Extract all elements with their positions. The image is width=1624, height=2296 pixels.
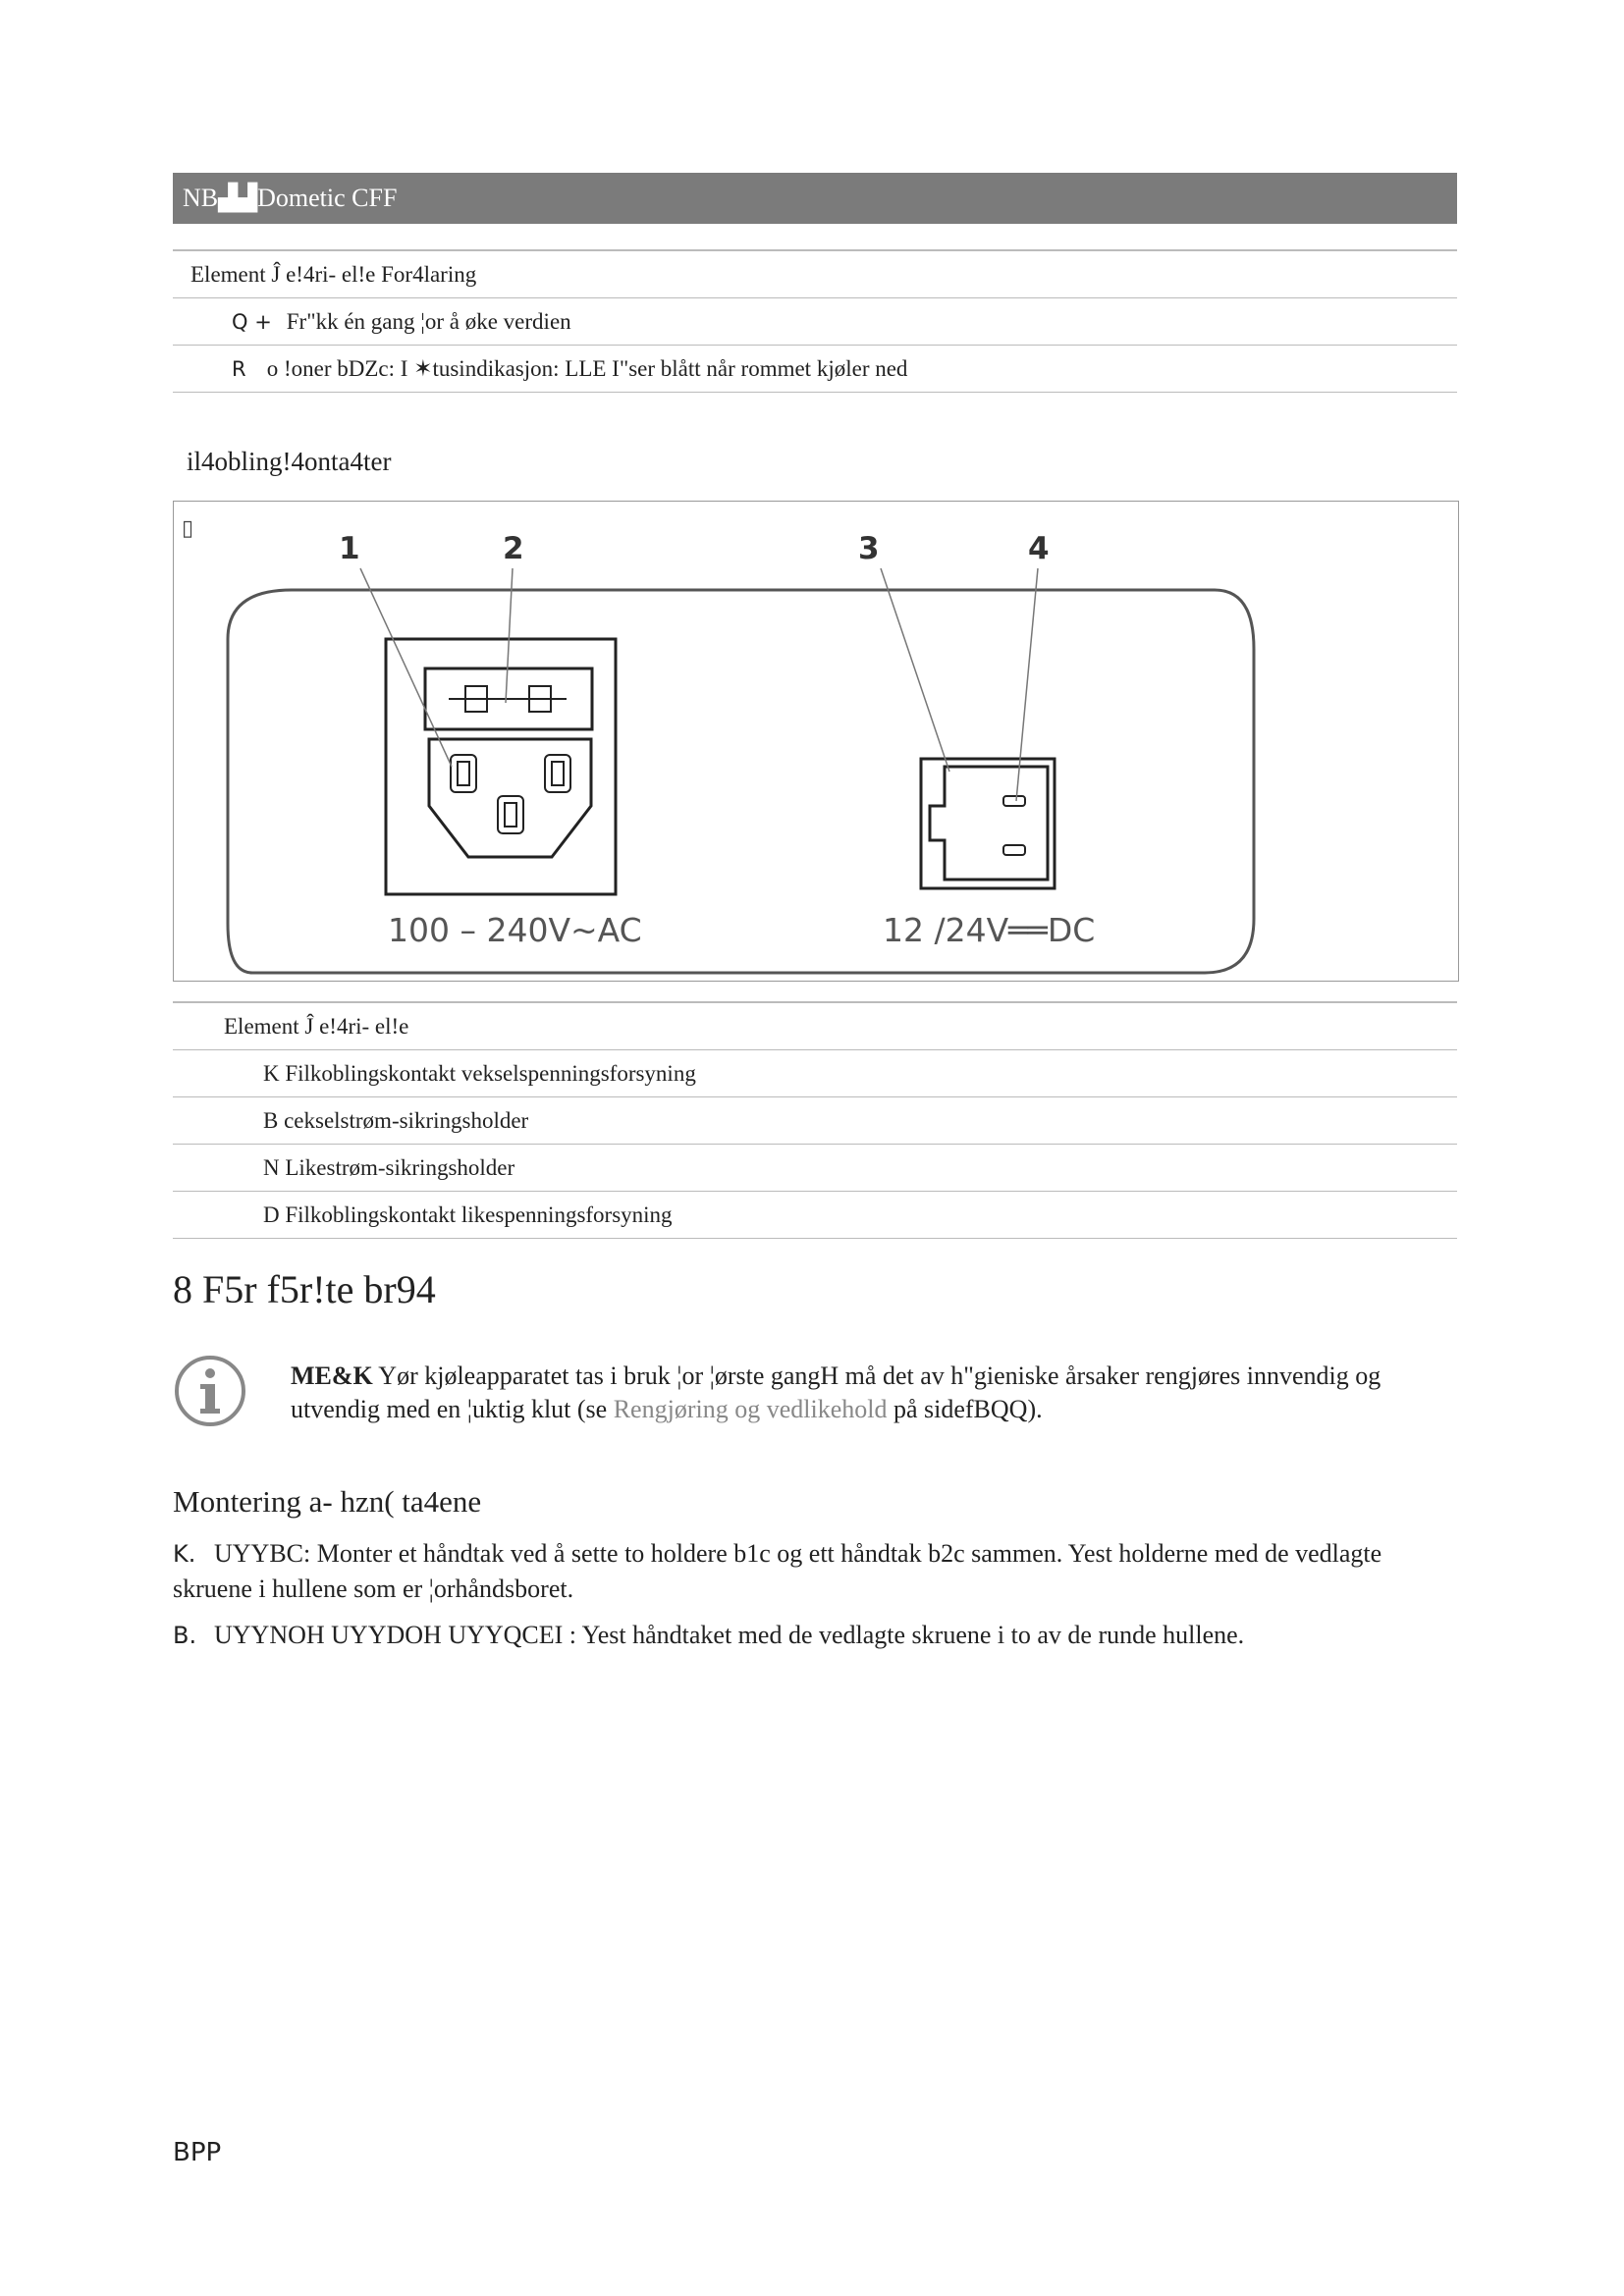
step-text: UYYNOH UYYDOH UYYQCEI : Yest håndtaket med de vedlagte skruene i to av de runde hullene. (214, 1621, 1245, 1649)
ac-inlet (429, 739, 591, 857)
ac-voltage-label: 100 – 240V~AC (388, 911, 642, 949)
table-header-cell: Element Ĵ e!4ri- el!e For4laring (173, 250, 1457, 298)
note-suffix: på sidefBQQ). (887, 1395, 1043, 1423)
page-number: BPP (173, 2138, 222, 2167)
connector-diagram (174, 502, 1458, 981)
header-bar (173, 173, 1457, 224)
note-prefix: ME&K (291, 1362, 373, 1390)
callout-2: 2 (503, 531, 524, 566)
figure-marker: ▯ (182, 515, 194, 540)
step-number: K. (173, 1540, 196, 1568)
dc-inlet (930, 767, 1048, 880)
callout-4: 4 (1028, 531, 1050, 566)
row-key: Q + (232, 309, 272, 334)
table-cell: B cekselstrøm-sikringsholder (173, 1097, 1457, 1145)
panel-outline (228, 590, 1254, 973)
callout-3: 3 (858, 531, 880, 566)
table-row (173, 298, 1457, 346)
table-header-cell: Element Ĵ e!4ri- el!e (173, 1002, 1457, 1050)
connector-figure (173, 501, 1459, 982)
table-cell: N Likestrøm-sikringsholder (173, 1145, 1457, 1192)
note-text (291, 1360, 1459, 1426)
chapter-title: 8 F5r f5r!te br94 (173, 1267, 436, 1311)
row-text: o !oner bDZc: I ✶tusindikasjon: LLE I"ser blått når rommet kjøler ned (266, 355, 908, 381)
header-title: NB▟▟Dometic CFF (183, 184, 398, 212)
list-item (173, 1536, 1449, 1606)
list-item (173, 1618, 1449, 1653)
table-cell: K Filkoblingskontakt vekselspenningsforsyning (173, 1050, 1457, 1097)
table-header-row (173, 1002, 1457, 1050)
section-title: il4obling!4onta4ter (187, 447, 392, 476)
row-key: R (232, 356, 246, 381)
table-row (173, 346, 1457, 393)
table-row (173, 1050, 1457, 1097)
step-number: B. (173, 1622, 197, 1649)
callout-1: 1 (339, 531, 360, 566)
dc-socket-frame (921, 759, 1055, 888)
info-icon (173, 1354, 247, 1428)
row-text: Fr"kk én gang ¦or å øke verdien (286, 308, 571, 334)
table-row (173, 1097, 1457, 1145)
dc-voltage-label: 12 /24V══DC (883, 911, 1096, 949)
table-connectors (173, 1001, 1457, 1239)
step-text: UYYBC: Monter et håndtak ved å sette to holdere b1c og ett håndtak b2c sammen. Yest holderne med de vedlagte skruene i hullene som er ¦orhåndsboret. (173, 1539, 1382, 1603)
table-cell: D Filkoblingskontakt likespenningsforsyning (173, 1192, 1457, 1239)
table-controls (173, 249, 1457, 393)
table-row (173, 1192, 1457, 1239)
note-link[interactable]: Rengjøring og vedlikehold (613, 1395, 888, 1423)
subsection-title: Montering a- hzn( ta4ene (173, 1484, 482, 1519)
table-header-row (173, 250, 1457, 298)
table-row (173, 1145, 1457, 1192)
note-body: Yør kjøleapparatet tas i bruk ¦or ¦ørste gangH må det av h"gieniske årsaker rengjøres innvendig og utvendig med en ¦uktig klut (se (291, 1362, 1381, 1423)
